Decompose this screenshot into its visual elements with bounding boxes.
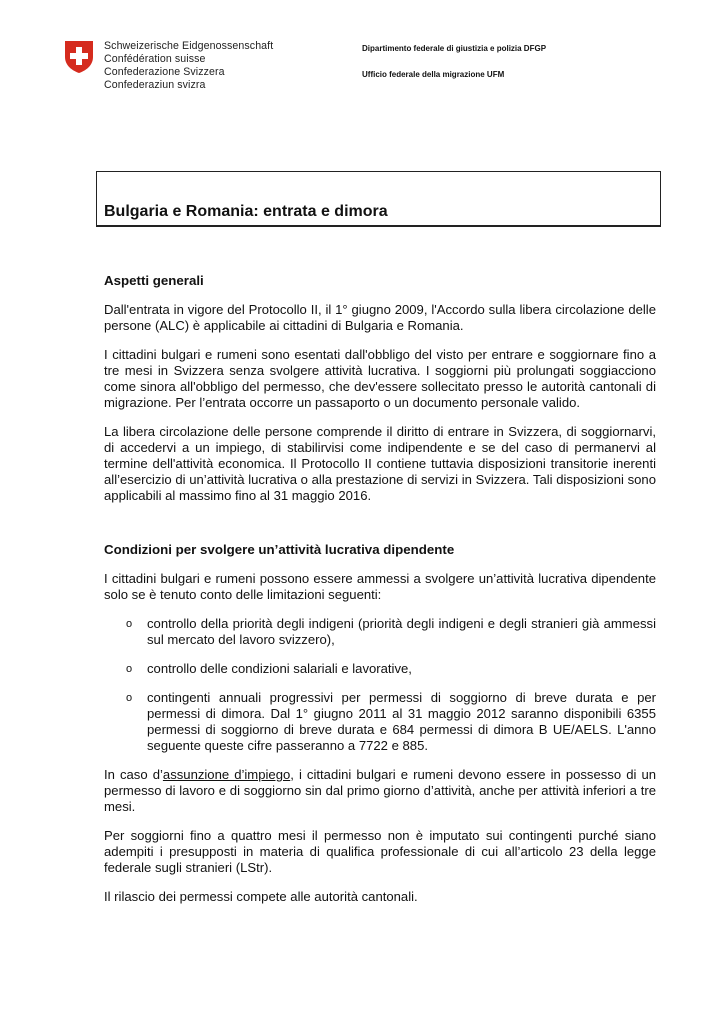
paragraph: I cittadini bulgari e rumeni possono essere ammessi a svolgere un’attività lucrativa dipendente solo se è tenuto conto delle limitazioni seguenti: [104,571,656,602]
text-segment: , i cittadini bulgari e rumeni devono essere in possesso di un permesso di lavoro e di soggiorno sin dal primo giorno d’attività, anche per attività inferiori a tre mesi. [104,767,657,814]
document-body [104,273,656,918]
list-item [104,661,656,677]
text-segment: In caso d’ [104,767,163,782]
title-box [96,171,661,227]
list-item-text: controllo della priorità degli indigeni (priorità degli indigeni e degli stranieri già ammessi sul mercato del lavoro svizzero), [147,616,656,647]
section-heading-general: Aspetti generali [104,273,204,288]
bullet-marker: o [126,618,133,630]
section-heading-employment: Condizioni per svolgere un’attività lucrativa dipendente [104,542,455,557]
paragraph: I cittadini bulgari e rumeni sono esentati dall'obbligo del visto per entrare e soggiornare fino a tre mesi in Svizzera senza svolgere attività lucrativa. I soggiorni più prolungati soggiacciono come sinora all'obbligo del permesso, che dev'essere sollecitato presso le autorità cantonali di migrazione. Per l’entrata occorre un passaporto o un documento personale valido. [104,347,656,410]
paragraph: Il rilascio dei permessi compete alle autorità cantonali. [104,889,418,904]
conditions-list [104,616,656,754]
confederation-line-it: Confederazione Svizzera [104,66,225,78]
department-name: Dipartimento federale di giustizia e polizia DFGP [362,44,547,53]
swiss-crest-icon [64,40,94,74]
office-name: Ufficio federale della migrazione UFM [362,70,505,79]
paragraph: Per soggiorni fino a quattro mesi il permesso non è imputato sui contingenti purché siano adempiti i presupposti in materia di qualifica professionale di cui all’articolo 23 della legge federale sugli stranieri (LStr). [104,828,656,875]
page-title: Bulgaria e Romania: entrata e dimora [104,203,388,220]
paragraph: Dall'entrata in vigore del Protocollo II, il 1° giugno 2009, l'Accordo sulla libera circolazione delle persone (ALC) è applicabile ai cittadini di Bulgaria e Romania. [104,302,656,333]
list-item [104,690,656,754]
list-item [104,616,656,648]
paragraph: La libera circolazione delle persone comprende il diritto di entrare in Svizzera, di soggiornarvi, di accedervi a un impiego, di stabilirvisi come indipendente e se del caso di permanervi al termine dell'attività economica. Il Protocollo II contiene tuttavia disposizioni transitorie inerenti all’esercizio di un’attività lucrativa o alla prestazione di servizi in Svizzera. Tali disposizioni sono applicabili al massimo fino al 31 maggio 2016. [104,424,656,503]
assunzione-impiego-link[interactable]: assunzione d’impiego [162,767,291,782]
confederation-line-de: Schweizerische Eidgenossenschaft [104,40,274,52]
list-item-text: controllo delle condizioni salariali e lavorative, [147,661,412,676]
page-header [0,0,724,110]
bullet-marker: o [126,692,133,704]
confederation-line-fr: Confédération suisse [104,53,206,65]
confederation-names [104,40,273,92]
list-item-text: contingenti annuali progressivi per permessi di soggiorno di breve durata e per permessi di dimora. Dal 1° giugno 2011 al 31 maggio 2012 saranno disponibili 6355 permessi di soggiorno di breve durata e 684 permessi di dimora B UE/AELS. L'anno seguente queste cifre passeranno a 7722 e 885. [147,690,656,753]
section-spacer [104,517,656,542]
paragraph-employment [104,767,656,815]
confederation-line-rm: Confederaziun svizra [104,79,206,91]
bullet-marker: o [126,663,133,675]
